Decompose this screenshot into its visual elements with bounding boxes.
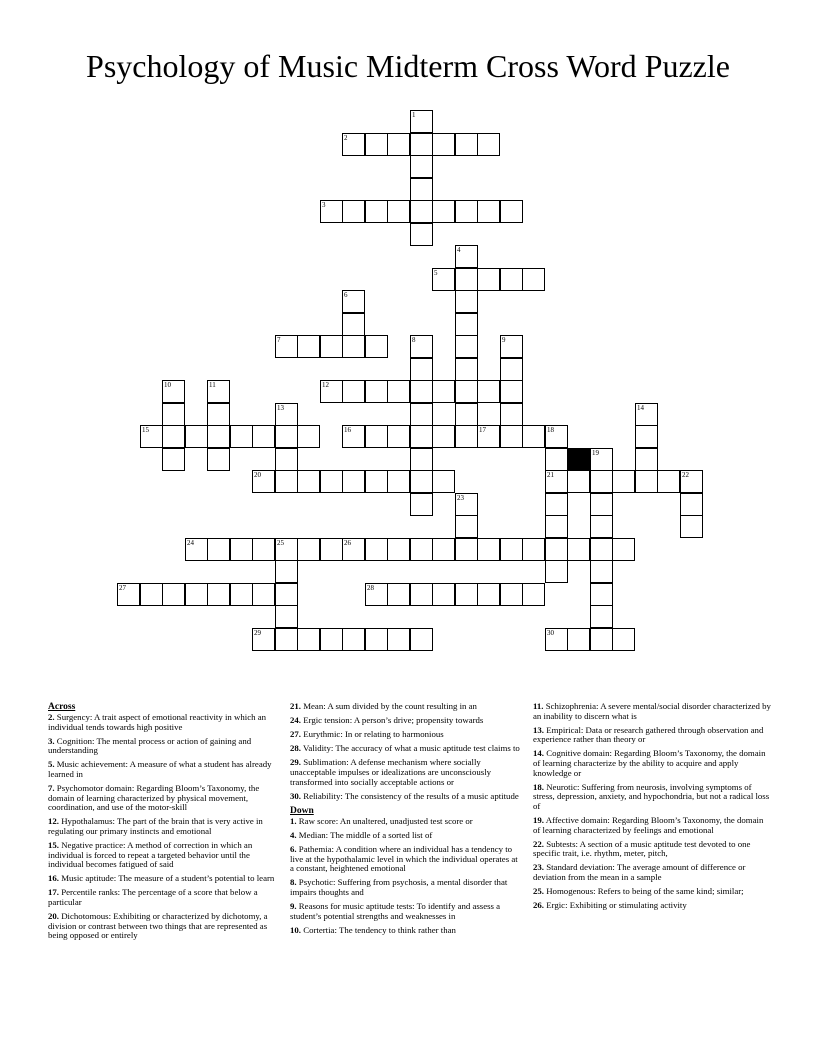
grid-cell[interactable] bbox=[477, 200, 500, 223]
cell-number: 2 bbox=[344, 134, 348, 142]
grid-cell[interactable] bbox=[320, 380, 343, 403]
grid-cell[interactable] bbox=[545, 470, 568, 493]
grid-cell[interactable] bbox=[275, 560, 298, 583]
grid-cell[interactable] bbox=[297, 628, 320, 651]
grid-cell[interactable] bbox=[387, 538, 410, 561]
clue-text: Music achievement: A measure of what a student has already learned in bbox=[48, 759, 272, 779]
grid-cell[interactable] bbox=[590, 493, 613, 516]
clue-number: 16. bbox=[48, 873, 59, 884]
grid-cell[interactable] bbox=[320, 470, 343, 493]
clue-text: Reasons for music aptitude tests: To identify and assess a student’s potential strengths and weaknesses in bbox=[290, 900, 501, 921]
clue-item bbox=[290, 744, 522, 754]
clue-number: 19. bbox=[533, 814, 544, 825]
grid-cell[interactable] bbox=[455, 515, 478, 538]
cell-number: 13 bbox=[277, 404, 284, 412]
grid-cell[interactable] bbox=[410, 155, 433, 178]
grid-cell[interactable] bbox=[477, 380, 500, 403]
grid-cell[interactable] bbox=[162, 403, 185, 426]
grid-cell[interactable] bbox=[612, 628, 635, 651]
grid-cell[interactable] bbox=[500, 200, 523, 223]
grid-cell[interactable] bbox=[140, 583, 163, 606]
grid-cell[interactable] bbox=[365, 380, 388, 403]
clue-text: Surgency: A trait aspect of emotional reactivity in which an individual tends towards high positive bbox=[48, 712, 267, 732]
cell-number: 7 bbox=[277, 336, 281, 344]
page-title: Psychology of Music Midterm Cross Word Puzzle bbox=[86, 48, 730, 84]
grid-cell[interactable] bbox=[410, 223, 433, 246]
cell-number: 17 bbox=[479, 426, 486, 434]
grid-cell[interactable] bbox=[455, 245, 478, 268]
grid-cell[interactable] bbox=[410, 538, 433, 561]
grid-cell[interactable] bbox=[252, 425, 275, 448]
cell-number: 8 bbox=[412, 336, 416, 344]
grid-cell[interactable] bbox=[410, 493, 433, 516]
grid-cell[interactable] bbox=[432, 268, 455, 291]
clue-text: Raw score: An unaltered, unadjusted test score or bbox=[296, 815, 473, 826]
clue-item bbox=[533, 749, 771, 778]
grid-cell[interactable] bbox=[185, 425, 208, 448]
grid-cell[interactable] bbox=[365, 133, 388, 156]
grid-cell[interactable] bbox=[500, 268, 523, 291]
grid-cell[interactable] bbox=[252, 583, 275, 606]
cell-number: 18 bbox=[547, 426, 554, 434]
grid-cell[interactable] bbox=[545, 560, 568, 583]
grid-cell[interactable] bbox=[162, 583, 185, 606]
grid-cell[interactable] bbox=[635, 425, 658, 448]
cell-number: 21 bbox=[547, 471, 554, 479]
grid-cell[interactable] bbox=[342, 628, 365, 651]
cell-number: 22 bbox=[682, 471, 689, 479]
clue-item bbox=[48, 737, 278, 756]
clue-number: 7. bbox=[48, 783, 55, 794]
clue-text: Cognition: The mental process or action of gaining and understanding bbox=[48, 735, 252, 756]
clue-item bbox=[290, 716, 522, 726]
grid-cell[interactable] bbox=[185, 583, 208, 606]
clue-item bbox=[290, 758, 522, 787]
clue-item bbox=[533, 901, 771, 911]
grid-cell[interactable] bbox=[500, 403, 523, 426]
grid-cell[interactable] bbox=[365, 335, 388, 358]
grid-cell[interactable] bbox=[545, 628, 568, 651]
cell-number: 20 bbox=[254, 471, 261, 479]
grid-cell[interactable] bbox=[432, 425, 455, 448]
grid-cell[interactable] bbox=[387, 583, 410, 606]
grid-cell[interactable] bbox=[455, 358, 478, 381]
grid-cell[interactable] bbox=[432, 133, 455, 156]
grid-cell[interactable] bbox=[387, 200, 410, 223]
grid-cell[interactable] bbox=[252, 538, 275, 561]
grid-cell[interactable] bbox=[387, 470, 410, 493]
grid-cell[interactable] bbox=[365, 628, 388, 651]
grid-cell[interactable] bbox=[365, 470, 388, 493]
grid-cell[interactable] bbox=[342, 538, 365, 561]
grid-cell[interactable] bbox=[342, 290, 365, 313]
clue-text: Reliability: The consistency of the results of a music aptitude bbox=[301, 790, 519, 801]
clue-item bbox=[533, 863, 771, 882]
grid-cell[interactable] bbox=[342, 380, 365, 403]
grid-cell[interactable] bbox=[387, 628, 410, 651]
grid-cell[interactable] bbox=[432, 380, 455, 403]
grid-cell[interactable] bbox=[117, 583, 140, 606]
grid-cell[interactable] bbox=[275, 448, 298, 471]
grid-cell[interactable] bbox=[590, 515, 613, 538]
clue-text: Psychomotor domain: Regarding Bloom’s Taxonomy, the domain of learning characterized by physical movement, coordination, and use of the motor-skill bbox=[48, 783, 260, 813]
cell-number: 24 bbox=[187, 539, 194, 547]
clue-item bbox=[533, 887, 771, 897]
clue-text: Psychotic: Suffering from psychosis, a mental disorder that impairs thoughts and bbox=[290, 877, 508, 897]
grid-cell[interactable] bbox=[500, 425, 523, 448]
clue-column-1 bbox=[48, 702, 278, 945]
grid-cell[interactable] bbox=[230, 425, 253, 448]
cell-number: 3 bbox=[322, 201, 326, 209]
cell-number: 25 bbox=[277, 539, 284, 547]
grid-cell[interactable] bbox=[680, 470, 703, 493]
cell-number: 28 bbox=[367, 584, 374, 592]
grid-cell[interactable] bbox=[387, 380, 410, 403]
cell-number: 14 bbox=[637, 404, 644, 412]
grid-cell[interactable] bbox=[500, 380, 523, 403]
grid-cell[interactable] bbox=[567, 628, 590, 651]
clue-text: Sublimation: A defense mechanism where socially unacceptable impulses or idealizations are unconsciously transformed into socially acceptable actions or bbox=[290, 757, 492, 787]
clue-item bbox=[48, 874, 278, 884]
cell-number: 9 bbox=[502, 336, 506, 344]
grid-cell[interactable] bbox=[410, 583, 433, 606]
grid-cell[interactable] bbox=[432, 200, 455, 223]
clue-number: 24. bbox=[290, 715, 301, 726]
grid-cell[interactable] bbox=[320, 335, 343, 358]
grid-cell[interactable] bbox=[320, 200, 343, 223]
clue-item bbox=[533, 816, 771, 835]
cell-number: 6 bbox=[344, 291, 348, 299]
clue-item bbox=[48, 841, 278, 870]
grid-cell[interactable] bbox=[365, 200, 388, 223]
grid-cell[interactable] bbox=[432, 583, 455, 606]
cell-number: 10 bbox=[164, 381, 171, 389]
clue-number: 2. bbox=[48, 712, 55, 722]
clue-number: 25. bbox=[533, 886, 544, 896]
grid-cell[interactable] bbox=[455, 268, 478, 291]
grid-cell[interactable] bbox=[657, 470, 680, 493]
grid-cell[interactable] bbox=[365, 538, 388, 561]
clue-text: Validity: The accuracy of what a music aptitude test claims to bbox=[301, 743, 520, 754]
grid-cell[interactable] bbox=[455, 583, 478, 606]
clue-item bbox=[290, 792, 522, 802]
clue-number: 27. bbox=[290, 729, 301, 740]
clue-item bbox=[290, 730, 522, 740]
clue-text: Affective domain: Regarding Bloom’s Taxonomy, the domain of learning characterized by feelings and emotional bbox=[533, 814, 764, 835]
clue-item bbox=[533, 840, 771, 859]
grid-cell[interactable] bbox=[162, 425, 185, 448]
clue-item bbox=[290, 817, 522, 827]
grid-cell[interactable] bbox=[342, 200, 365, 223]
clue-item bbox=[290, 702, 522, 712]
grid-cell[interactable] bbox=[545, 493, 568, 516]
clue-number: 6. bbox=[290, 843, 297, 854]
clue-number: 15. bbox=[48, 840, 59, 851]
clue-number: 23. bbox=[533, 862, 544, 873]
grid-cell[interactable] bbox=[140, 425, 163, 448]
clue-number: 10. bbox=[290, 924, 301, 935]
clue-number: 11. bbox=[533, 701, 544, 711]
grid-cell[interactable] bbox=[410, 448, 433, 471]
grid-cell[interactable] bbox=[455, 290, 478, 313]
grid-cell[interactable] bbox=[320, 628, 343, 651]
grid-cell[interactable] bbox=[455, 200, 478, 223]
clue-text: Standard deviation: The average amount of difference or deviation from the mean in a sample bbox=[533, 862, 746, 882]
clue-text: Mean: A sum divided by the count resulting in an bbox=[301, 701, 477, 711]
clue-text: Schizophrenia: A severe mental/social disorder characterized by an inability to discern what is bbox=[533, 701, 771, 721]
grid-cell[interactable] bbox=[455, 538, 478, 561]
grid-cell[interactable] bbox=[207, 583, 230, 606]
clue-number: 30. bbox=[290, 790, 301, 801]
cell-number: 5 bbox=[434, 269, 438, 277]
grid-cell[interactable] bbox=[342, 470, 365, 493]
cell-number: 11 bbox=[209, 381, 216, 389]
clue-text: Cortertia: The tendency to think rather than bbox=[301, 924, 456, 935]
clue-text: Ergic: Exhibiting or stimulating activity bbox=[544, 900, 687, 911]
clue-text: Subtests: A section of a music aptitude test devoted to one specific trait, i.e. rhythm, meter, pitch, bbox=[533, 838, 751, 859]
clue-number: 17. bbox=[48, 887, 59, 898]
clue-number: 1. bbox=[290, 815, 297, 826]
grid-cell[interactable] bbox=[680, 515, 703, 538]
grid-cell[interactable] bbox=[590, 628, 613, 651]
grid-cell[interactable] bbox=[635, 403, 658, 426]
grid-cell[interactable] bbox=[477, 268, 500, 291]
clue-number: 12. bbox=[48, 816, 59, 827]
grid-cell[interactable] bbox=[230, 583, 253, 606]
grid-cell[interactable] bbox=[207, 425, 230, 448]
clue-number: 3. bbox=[48, 735, 55, 746]
grid-cell[interactable] bbox=[275, 628, 298, 651]
grid-cell[interactable] bbox=[500, 538, 523, 561]
clue-number: 5. bbox=[48, 759, 55, 770]
grid-cell[interactable] bbox=[207, 403, 230, 426]
cell-number: 27 bbox=[119, 584, 126, 592]
clue-item bbox=[48, 912, 278, 941]
grid-cell[interactable] bbox=[275, 335, 298, 358]
grid-cell[interactable] bbox=[635, 470, 658, 493]
clue-text: Cognitive domain: Regarding Bloom’s Taxonomy, the domain of learning characterize by the ability to acquire and apply knowledge or bbox=[533, 748, 766, 778]
clue-item bbox=[533, 726, 771, 745]
grid-cell[interactable] bbox=[342, 335, 365, 358]
grid-cell[interactable] bbox=[162, 380, 185, 403]
grid-cell[interactable] bbox=[567, 538, 590, 561]
grid-cell[interactable] bbox=[230, 538, 253, 561]
grid-cell[interactable] bbox=[342, 133, 365, 156]
grid-cell[interactable] bbox=[590, 538, 613, 561]
grid-cell[interactable] bbox=[275, 403, 298, 426]
clue-item bbox=[290, 878, 522, 897]
grid-cell[interactable] bbox=[410, 200, 433, 223]
grid-cell[interactable] bbox=[590, 470, 613, 493]
cell-number: 4 bbox=[457, 246, 461, 254]
clue-number: 26. bbox=[533, 900, 544, 911]
clue-text: Hypothalamus: The part of the brain that is very active in regulating our primary instincts and emotional bbox=[48, 816, 263, 836]
clue-number: 14. bbox=[533, 748, 544, 759]
cell-number: 29 bbox=[254, 629, 261, 637]
grid-cell[interactable] bbox=[612, 538, 635, 561]
grid-cell[interactable] bbox=[387, 425, 410, 448]
grid-cell[interactable] bbox=[297, 425, 320, 448]
grid-cell[interactable] bbox=[252, 628, 275, 651]
grid-cell[interactable] bbox=[590, 605, 613, 628]
clue-text: Percentile ranks: The percentage of a score that below a particular bbox=[48, 887, 258, 907]
grid-cell[interactable] bbox=[432, 470, 455, 493]
grid-cell[interactable] bbox=[455, 335, 478, 358]
clue-number: 22. bbox=[533, 838, 544, 849]
clue-column-2 bbox=[290, 702, 522, 940]
clue-number: 20. bbox=[48, 911, 59, 922]
grid-cell[interactable] bbox=[342, 313, 365, 336]
grid-cell[interactable] bbox=[275, 425, 298, 448]
grid-cell[interactable] bbox=[297, 470, 320, 493]
across-heading: Across bbox=[48, 702, 76, 712]
grid-block bbox=[567, 448, 590, 471]
cell-number: 30 bbox=[547, 629, 554, 637]
grid-cell[interactable] bbox=[162, 448, 185, 471]
clue-number: 9. bbox=[290, 900, 297, 911]
grid-cell[interactable] bbox=[545, 448, 568, 471]
clue-text: Pathemia: A condition where an individual has a tendency to live at the hypothalamic level in which the individual operates at a constant, heightened emotional bbox=[290, 843, 518, 874]
cell-number: 16 bbox=[344, 426, 351, 434]
grid-cell[interactable] bbox=[590, 448, 613, 471]
clue-number: 28. bbox=[290, 743, 301, 754]
grid-cell[interactable] bbox=[320, 538, 343, 561]
grid-cell[interactable] bbox=[567, 470, 590, 493]
grid-cell[interactable] bbox=[522, 583, 545, 606]
grid-cell[interactable] bbox=[455, 493, 478, 516]
grid-cell[interactable] bbox=[477, 583, 500, 606]
clue-number: 8. bbox=[290, 877, 297, 888]
grid-cell[interactable] bbox=[275, 538, 298, 561]
grid-cell[interactable] bbox=[522, 268, 545, 291]
grid-cell[interactable] bbox=[590, 560, 613, 583]
clue-item bbox=[290, 902, 522, 921]
grid-cell[interactable] bbox=[342, 425, 365, 448]
grid-cell[interactable] bbox=[387, 133, 410, 156]
clue-number: 4. bbox=[290, 829, 297, 840]
grid-cell[interactable] bbox=[455, 403, 478, 426]
grid-cell[interactable] bbox=[590, 583, 613, 606]
grid-cell[interactable] bbox=[635, 448, 658, 471]
grid-cell[interactable] bbox=[275, 470, 298, 493]
grid-cell[interactable] bbox=[680, 493, 703, 516]
grid-cell[interactable] bbox=[455, 380, 478, 403]
grid-cell[interactable] bbox=[275, 583, 298, 606]
grid-cell[interactable] bbox=[455, 313, 478, 336]
clue-number: 18. bbox=[533, 781, 544, 792]
grid-cell[interactable] bbox=[410, 470, 433, 493]
grid-cell[interactable] bbox=[500, 358, 523, 381]
clue-item bbox=[290, 926, 522, 936]
cell-number: 19 bbox=[592, 449, 599, 457]
clue-item bbox=[533, 783, 771, 812]
clue-item bbox=[290, 831, 522, 841]
grid-cell[interactable] bbox=[455, 425, 478, 448]
grid-cell[interactable] bbox=[207, 538, 230, 561]
grid-cell[interactable] bbox=[500, 335, 523, 358]
cell-number: 15 bbox=[142, 426, 149, 434]
clue-item bbox=[290, 845, 522, 874]
clue-text: Homogenous: Refers to being of the same kind; similar; bbox=[544, 886, 744, 896]
clue-text: Music aptitude: The measure of a student’s potential to learn bbox=[59, 873, 275, 884]
grid-cell[interactable] bbox=[432, 538, 455, 561]
grid-cell[interactable] bbox=[207, 448, 230, 471]
grid-cell[interactable] bbox=[545, 425, 568, 448]
clue-item bbox=[533, 702, 771, 721]
grid-cell[interactable] bbox=[477, 133, 500, 156]
grid-cell[interactable] bbox=[275, 605, 298, 628]
cell-number: 1 bbox=[412, 111, 416, 119]
grid-cell[interactable] bbox=[410, 358, 433, 381]
grid-cell[interactable] bbox=[410, 335, 433, 358]
clue-item bbox=[48, 888, 278, 907]
grid-cell[interactable] bbox=[477, 538, 500, 561]
clue-column-3 bbox=[533, 702, 771, 915]
clue-text: Dichotomous: Exhibiting or characterized by dichotomy, a division or contrast between two things that are represented as being opposed or entirely bbox=[48, 911, 268, 941]
clue-item bbox=[48, 817, 278, 836]
grid-cell[interactable] bbox=[612, 470, 635, 493]
grid-cell[interactable] bbox=[500, 583, 523, 606]
clue-text: Neurotic: Suffering from neurosis, involving symptoms of stress, depression, anxiety, and hypochondria, but not a radical loss of bbox=[533, 781, 770, 811]
down-heading: Down bbox=[290, 805, 314, 816]
grid-cell[interactable] bbox=[410, 380, 433, 403]
clue-item bbox=[48, 760, 278, 779]
grid-cell[interactable] bbox=[297, 538, 320, 561]
cell-number: 26 bbox=[344, 539, 351, 547]
grid-cell[interactable] bbox=[545, 538, 568, 561]
grid-cell[interactable] bbox=[410, 425, 433, 448]
grid-cell[interactable] bbox=[410, 178, 433, 201]
grid-cell[interactable] bbox=[522, 538, 545, 561]
grid-cell[interactable] bbox=[365, 425, 388, 448]
cell-number: 23 bbox=[457, 494, 464, 502]
clue-item bbox=[48, 784, 278, 813]
clue-text: Negative practice: A method of correction in which an individual is forced to repeat a targeted behavior until the individual becomes fatigued of said bbox=[48, 840, 253, 870]
clue-number: 13. bbox=[533, 724, 544, 735]
grid-cell[interactable] bbox=[410, 628, 433, 651]
grid-cell[interactable] bbox=[410, 110, 433, 133]
clue-item bbox=[48, 713, 278, 732]
clue-number: 21. bbox=[290, 701, 301, 711]
grid-cell[interactable] bbox=[410, 133, 433, 156]
grid-cell[interactable] bbox=[365, 583, 388, 606]
grid-cell[interactable] bbox=[410, 403, 433, 426]
grid-cell[interactable] bbox=[522, 425, 545, 448]
grid-cell[interactable] bbox=[185, 538, 208, 561]
clue-text: Median: The middle of a sorted list of bbox=[296, 829, 433, 840]
grid-cell[interactable] bbox=[455, 133, 478, 156]
cell-number: 12 bbox=[322, 381, 329, 389]
clue-text: Ergic tension: A person’s drive; propensity towards bbox=[301, 715, 484, 726]
grid-cell[interactable] bbox=[252, 470, 275, 493]
grid-cell[interactable] bbox=[477, 425, 500, 448]
grid-cell[interactable] bbox=[207, 380, 230, 403]
clue-number: 29. bbox=[290, 757, 301, 768]
clue-text: Empirical: Data or research gathered through observation and experience rather than theory or bbox=[533, 724, 764, 745]
clue-text: Eurythmic: In or relating to harmonious bbox=[301, 729, 444, 740]
grid-cell[interactable] bbox=[545, 515, 568, 538]
grid-cell[interactable] bbox=[297, 335, 320, 358]
